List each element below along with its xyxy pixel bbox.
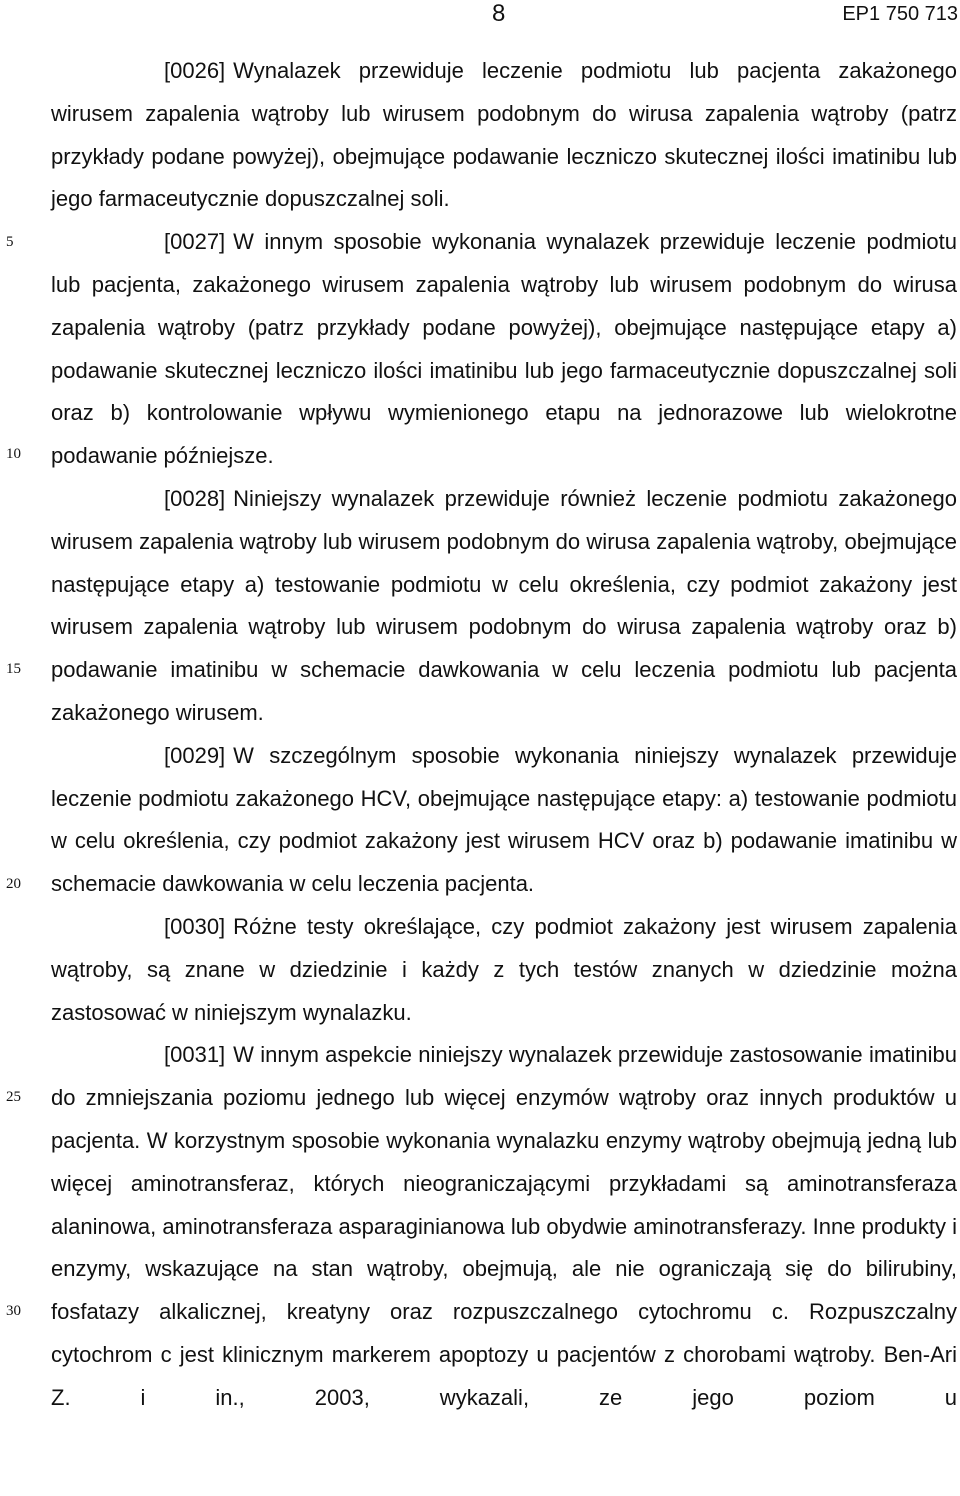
paragraph-text: W innym sposobie wykonania wynalazek przewiduje leczenie podmiotu lub pacjenta, zakażonego wirusem zapalenia wątroby lub wirusem podobnym do wirusa zapalenia wątroby (patrz przykłady podane powyżej), obejmujące następujące etapy a) podawanie skutecznej leczniczo ilości imatinibu lub jego farmaceutycznie dopuszczalnej soli oraz b) kontrolowanie wpływu wymienionego etapu na jednorazowe lub wielokrotne podawanie późniejsze. xyxy=(51,229,957,469)
paragraph-0031 xyxy=(51,1034,957,1419)
margin-line-number: 20 xyxy=(6,876,21,892)
paragraph-id: [0027] xyxy=(164,229,226,255)
margin-line-number: 15 xyxy=(6,661,21,677)
paragraph-text: Niniejszy wynalazek przewiduje również leczenie podmiotu zakażonego wirusem zapalenia wątroby lub wirusem podobnym do wirusa zapalenia wątroby, obejmujące następujące etapy a) testowanie podmiotu w celu określenia, czy podmiot zakażony jest wirusem zapalenia wątroby lub wirusem podobnym do wirusa zapalenia wątroby oraz b) podawanie imatinibu w schemacie dawkowania w celu leczenia podmiotu lub pacjenta zakażonego wirusem. xyxy=(51,485,957,725)
paragraph-id: [0028] xyxy=(164,485,226,511)
document-number: EP1 750 713 xyxy=(842,3,958,25)
margin-line-number: 10 xyxy=(6,446,21,462)
paragraph-text: W szczególnym sposobie wykonania niniejszy wynalazek przewiduje leczenie podmiotu zakażonego HCV, obejmujące następujące etapy: a) testowanie podmiotu w celu określenia, czy podmiot zakażony jest wirusem HCV oraz b) podawanie imatinibu w schemacie dawkowania w celu leczenia pacjenta. xyxy=(51,742,957,897)
paragraph-id: [0031] xyxy=(164,1042,226,1068)
paragraph-id: [0030] xyxy=(164,913,226,939)
paragraph-0030 xyxy=(51,906,957,1034)
paragraph-0026 xyxy=(51,50,957,221)
document-body xyxy=(51,50,957,1420)
paragraph-text: Różne testy określające, czy podmiot zakażony jest wirusem zapalenia wątroby, są znane w dziedzinie i każdy z tych testów znanych w dziedzinie można zastosować w niniejszym wynalazku. xyxy=(51,913,957,1025)
paragraph-id: [0029] xyxy=(164,742,226,768)
paragraph-id: [0026] xyxy=(164,58,226,83)
paragraph-0028 xyxy=(51,478,957,735)
margin-line-number: 25 xyxy=(6,1089,21,1105)
margin-line-number: 5 xyxy=(6,234,14,250)
paragraph-0027 xyxy=(51,221,957,478)
paragraph-text: Wynalazek przewiduje leczenie podmiotu lub pacjenta zakażonego wirusem zapalenia wątroby lub wirusem podobnym do wirusa zapalenia wątroby (patrz przykłady podane powyżej), obejmujące podawanie leczniczo skutecznej ilości imatinibu lub jego farmaceutycznie dopuszczalnej soli. xyxy=(51,58,957,212)
paragraph-text: W innym aspekcie niniejszy wynalazek przewiduje zastosowanie imatinibu do zmniejszania poziomu jednego lub więcej enzymów wątroby oraz innych produktów u pacjenta. W korzystnym sposobie wykonania wynalazku enzymy wątroby obejmują jedną lub więcej aminotransferaz, których nieograniczającymi przykładami są aminotransferaza alaninowa, aminotransferaza asparaginianowa lub obydwie aminotransferazy. Inne produkty i enzymy, wskazujące na stan wątroby, obejmują, ale nie ograniczają się do bilirubiny, fosfatazy alkalicznej, kreatyny oraz rozpuszczalnego cytochromu c. Rozpuszczalny cytochrom c jest klinicznym markerem apoptozy u pacjentów z chorobami wątroby. Ben-Ari Z. i in., 2003, wykazali, ze jego poziom u xyxy=(51,1042,957,1410)
page-number: 8 xyxy=(492,0,506,27)
paragraph-0029 xyxy=(51,735,957,906)
margin-line-number: 30 xyxy=(6,1303,21,1319)
